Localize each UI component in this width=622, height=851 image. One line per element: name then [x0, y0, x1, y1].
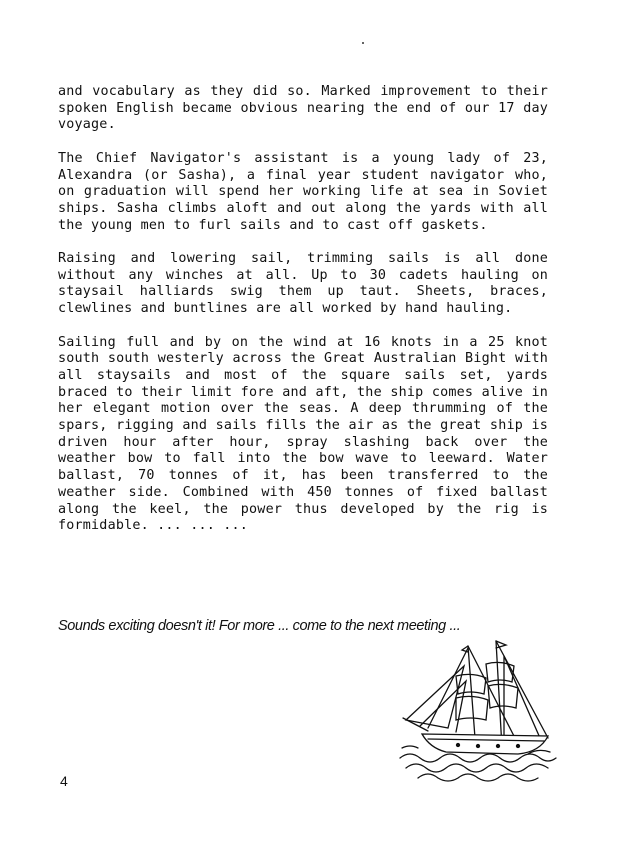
paragraph-4: Sailing full and by on the wind at 16 knots in a 25 knot south south westerly across the Great Australian Bight with all staysails and most of the square sails set, yards braced to their limit fore and aft, the ship comes alive in her elegant motion over the seas. A deep thrumming of the spars, rigging and sails fills the air as the great ship is driven hour after hour, spray slashing back over the weather bow to fall into the bow wave to leeward. Water ballast, 70 tonnes of it, has been transferred to the weather side. Combined with 450 tonnes of fixed ballast along the keel, the power thus developed by the rig is formidable. ... ... ...: [58, 334, 548, 534]
paragraph-3: Raising and lowering sail, trimming sails is all done without any winches at all. Up to 30 cadets hauling on staysail halliards swig them up taut. Sheets, braces, clewlines and buntlines are all worked by hand hauling.: [58, 251, 548, 317]
meeting-invitation: Sounds exciting doesn't it! For more ... come to the next meeting ...: [58, 618, 461, 634]
paragraph-1: and vocabulary as they did so. Marked improvement to their spoken English became obvious nearing the end of our 17 day voyage.: [58, 84, 548, 133]
paragraph-2: The Chief Navigator's assistant is a young lady of 23, Alexandra (or Sasha), a final year student navigator who, on graduation will spend her working life at sea in Soviet ships. Sasha climbs aloft and out along the yards with all the young men to furl sails and to cast off gaskets.: [58, 150, 548, 233]
sailing-ship-icon: [398, 636, 558, 786]
scan-speck: [362, 42, 364, 44]
article-body: [58, 84, 548, 552]
page-number: 4: [60, 773, 68, 789]
